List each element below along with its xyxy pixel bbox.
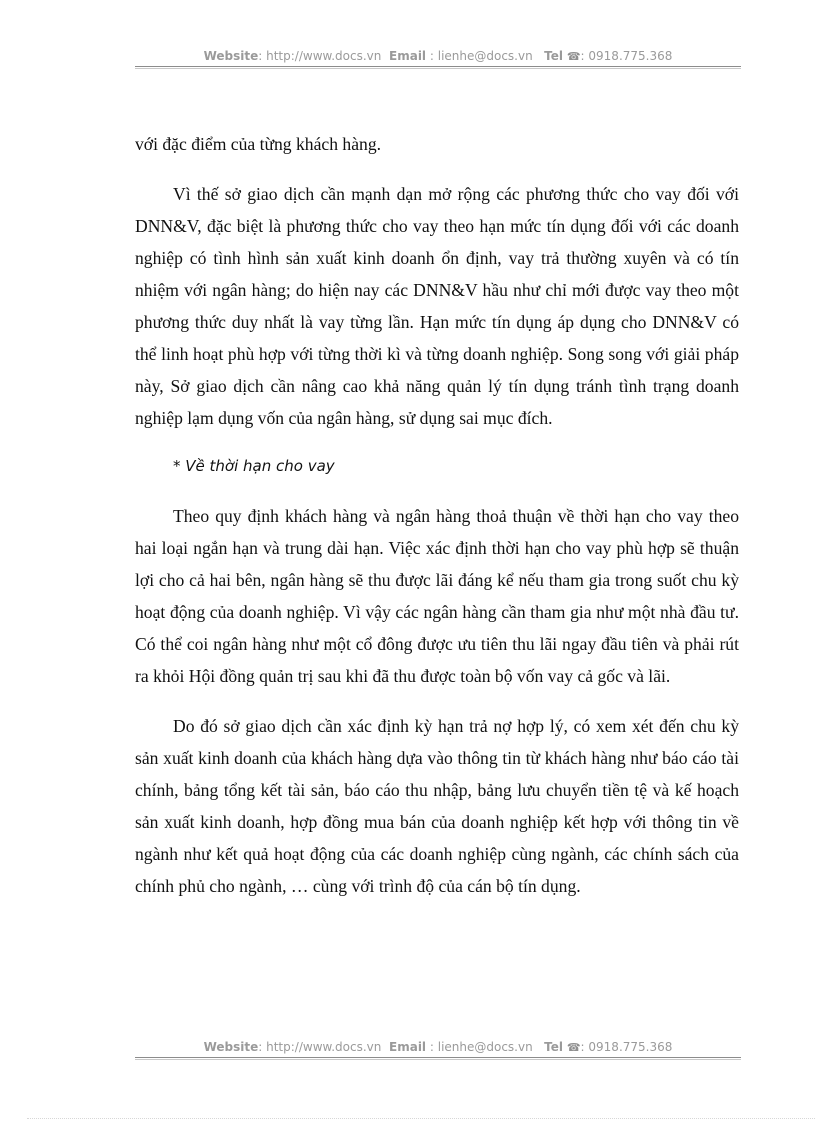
footer-email-value: : lienhe@docs.vn bbox=[429, 1040, 533, 1054]
section-heading-loan-term: * Về thời hạn cho vay bbox=[173, 457, 335, 475]
page-footer bbox=[135, 1040, 741, 1054]
phone-icon: ☎ bbox=[566, 1041, 581, 1054]
page-bottom-edge bbox=[27, 1118, 816, 1119]
header-tel-value: : 0918.775.368 bbox=[580, 49, 673, 63]
paragraph-lending-methods: Vì thế sở giao dịch cần mạnh dạn mở rộng các phương thức cho vay đối với DNN&V, đặc biệt là phương thức cho vay theo hạn mức tín dụng đối với các doanh nghiệp có tình hình sản xuất kinh doanh ổn định, vay trả thường xuyên và có tín nhiệm với ngân hàng; do hiện nay các DNN&V hầu như chỉ mới được vay theo một phương thức duy nhất là vay từng lần. Hạn mức tín dụng áp dụng cho DNN&V có thể linh hoạt phù hợp với từng thời kì và từng doanh nghiệp. Song song với giải pháp này, Sở giao dịch cần nâng cao khả năng quản lý tín dụng tránh tình trạng doanh nghiệp lạm dụng vốn của ngân hàng, sử dụng sai mục đích. bbox=[135, 184, 739, 428]
header-email-label: Email bbox=[389, 49, 427, 63]
header-email-value: : lienhe@docs.vn bbox=[429, 49, 533, 63]
paragraph-continuation: với đặc điểm của từng khách hàng. bbox=[135, 134, 382, 154]
page-header bbox=[135, 49, 741, 63]
footer-website-url: : http://www.docs.vn bbox=[258, 1040, 382, 1054]
footer-email-label: Email bbox=[389, 1040, 427, 1054]
paragraph-loan-term: Theo quy định khách hàng và ngân hàng thoả thuận về thời hạn cho vay theo hai loại ngắn hạn và trung dài hạn. Việc xác định thời hạn cho vay phù hợp sẽ thuận lợi cho cả hai bên, ngân hàng sẽ thu được lãi đáng kể nếu tham gia trong suốt chu kỳ hoạt động của doanh nghiệp. Vì vậy các ngân hàng cần tham gia như một nhà đầu tư. Có thể coi ngân hàng như một cổ đông được ưu tiên thu lãi ngay đầu tiên và phải rút ra khỏi Hội đồng quản trị sau khi đã thu được toàn bộ vốn vay cả gốc và lãi. bbox=[135, 506, 739, 686]
document-body bbox=[135, 128, 739, 902]
footer-website-label: Website bbox=[203, 1040, 259, 1054]
header-tel-label: Tel bbox=[544, 49, 564, 63]
phone-icon: ☎ bbox=[566, 50, 581, 63]
footer-tel-value: : 0918.775.368 bbox=[580, 1040, 673, 1054]
footer-divider bbox=[135, 1057, 741, 1060]
paragraph-repayment-schedule: Do đó sở giao dịch cần xác định kỳ hạn trả nợ hợp lý, có xem xét đến chu kỳ sản xuất kinh doanh của khách hàng dựa vào thông tin từ khách hàng như báo cáo tài chính, bảng tổng kết tài sản, báo cáo thu nhập, bảng lưu chuyển tiền tệ và kế hoạch sản xuất kinh doanh, hợp đồng mua bán của doanh nghiệp kết hợp với thông tin về ngành như kết quả hoạt động của các doanh nghiệp cùng ngành, các chính sách của chính phủ cho ngành, … cùng với trình độ của cán bộ tín dụng. bbox=[135, 716, 739, 896]
header-website-url: : http://www.docs.vn bbox=[258, 49, 382, 63]
header-website-label: Website bbox=[203, 49, 259, 63]
header-divider bbox=[135, 66, 741, 69]
footer-tel-label: Tel bbox=[544, 1040, 564, 1054]
